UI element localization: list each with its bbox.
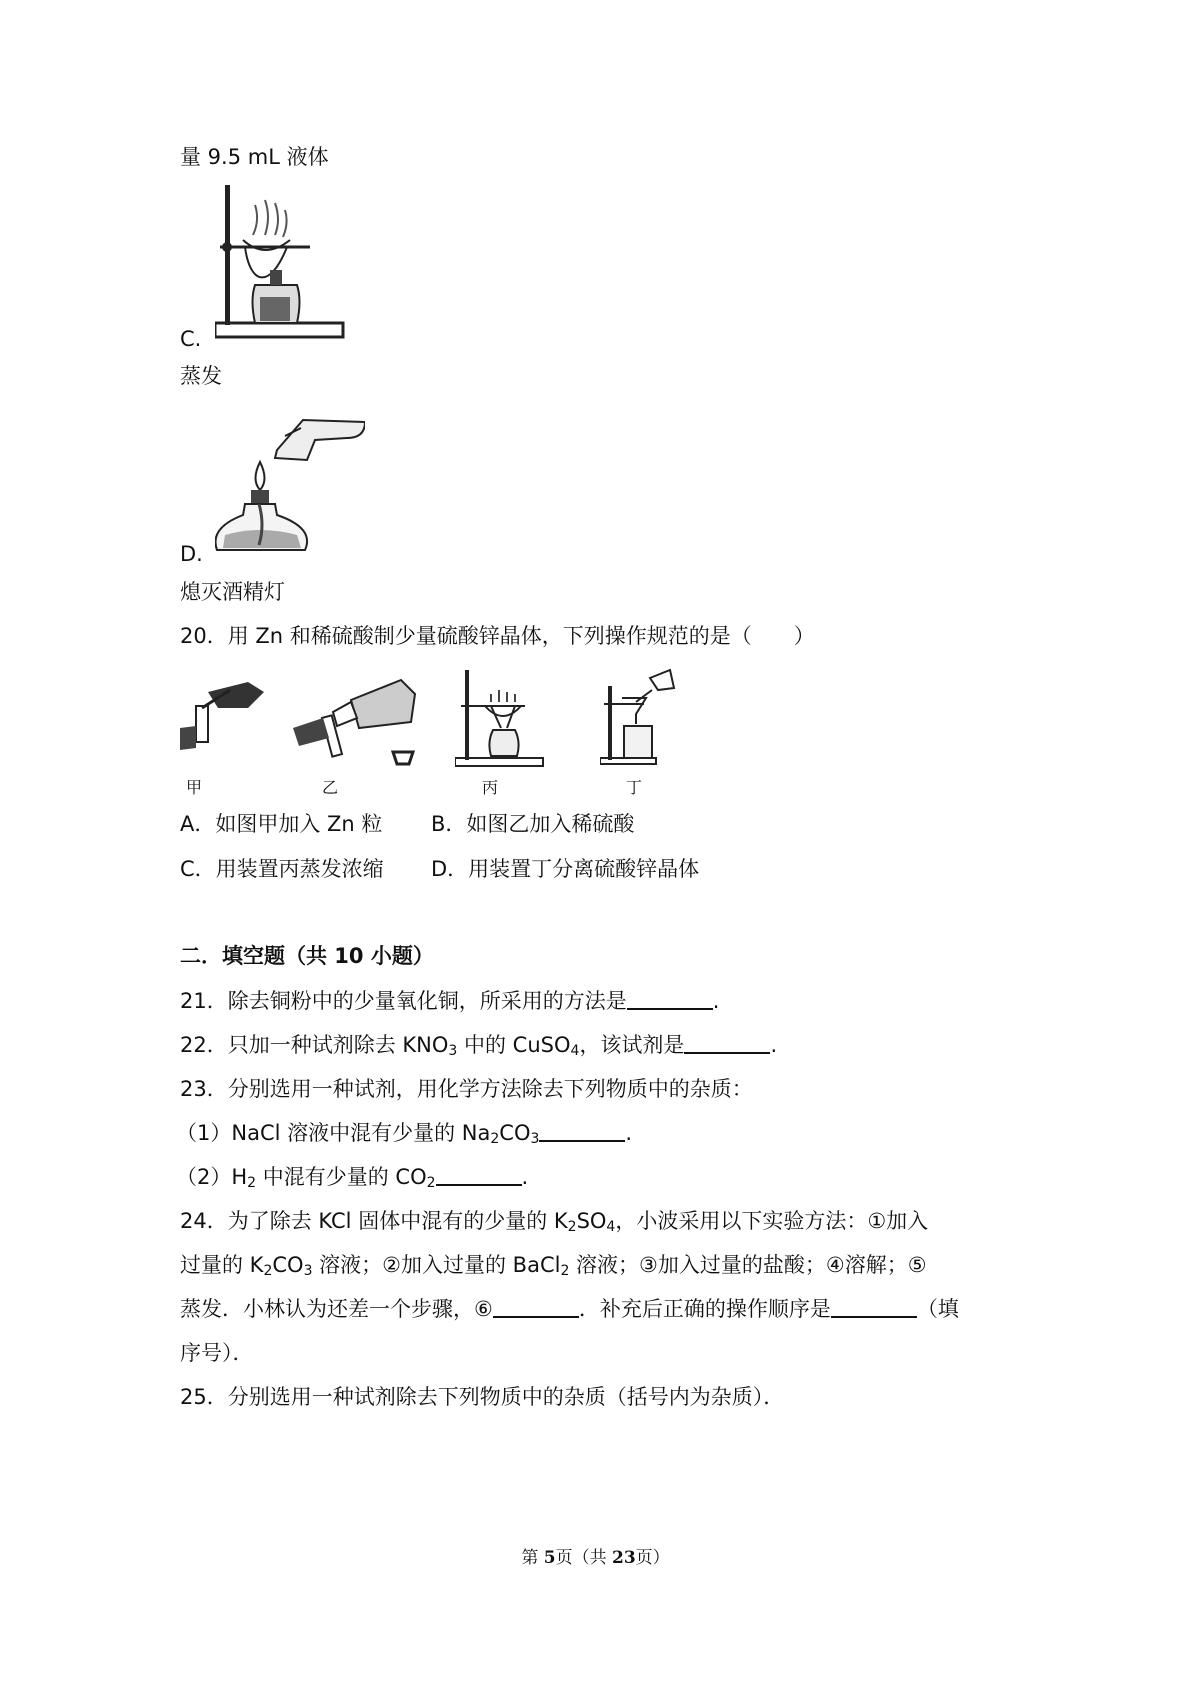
q22-text: 22．只加一种试剂除去 $KNO_3$ 中的 CuSO$_4$，该试剂是 . (180, 1033, 778, 1059)
q23-stem: 23．分别选用一种试剂，用化学方法除去下列物质中的杂质： (180, 1077, 753, 1101)
q25-text: 25．分别选用一种试剂除去下列物质中的杂质（括号内为杂质）． (180, 1385, 785, 1409)
evaporation-apparatus-figure (215, 185, 350, 343)
q24-line-4: 序号）． (180, 1341, 254, 1365)
q23-sub2-answer-blank[interactable] (436, 1164, 522, 1186)
figure-label-bing: 丙 (482, 778, 499, 797)
q24-order-blank[interactable] (831, 1296, 917, 1318)
figure-bing-evaporate (455, 670, 545, 770)
q23-sub1-answer-blank[interactable] (539, 1120, 625, 1142)
figure-ding-filter (600, 668, 680, 768)
question-text-tail: 量 9.5 mL 液体 (180, 145, 329, 169)
q20-option-b: B．如图乙加入稀硫酸 (431, 812, 635, 836)
total-pages-number: 23 (611, 1548, 636, 1568)
q20-option-c: C．用装置丙蒸发浓缩 (180, 857, 384, 881)
option-c-letter: C. (180, 327, 202, 351)
q23-sub2: $(2)H_2$ 中混有少量的 $CO_2$ . (176, 1165, 529, 1191)
current-page-number: 5 (543, 1548, 556, 1568)
option-d-caption: 熄灭酒精灯 (180, 580, 285, 604)
q21-answer-blank[interactable] (627, 988, 713, 1010)
figure-jia-tube-zinc (178, 678, 268, 758)
q22-answer-blank[interactable] (684, 1032, 770, 1054)
figure-label-yi: 乙 (322, 778, 339, 797)
figure-yi-pour-acid (293, 672, 423, 767)
q24-line-3: 蒸发．小林认为还差一个步骤，⑥ ．补充后正确的操作顺序是 （填 (180, 1297, 959, 1321)
q20-stem: 20．用 Zn 和稀硫酸制少量硫酸锌晶体，下列操作规范的是（ ） (180, 624, 815, 648)
q20-option-d: D．用装置丁分离硫酸锌晶体 (431, 857, 700, 881)
option-d-letter: D. (180, 542, 203, 566)
q24-line-1: 24．为了除去 KCl 固体中混有的少量的 $K_2SO_4$，小波采用以下实验方法：①加入 (180, 1209, 929, 1235)
alcohol-lamp-figure (215, 410, 365, 560)
q20-option-a: A．如图甲加入 Zn 粒 (180, 812, 383, 836)
q24-step6-blank[interactable] (493, 1296, 579, 1318)
q24-line-2: 过量的 $K_2CO_3$ 溶液；②加入过量的 BaCl$_2$ 溶液；③加入过量的盐酸；④溶解；⑤ (180, 1253, 927, 1279)
option-c-caption: 蒸发 (180, 364, 222, 388)
q23-sub1: （1）NaCl 溶液中混有少量的 $Na_2CO_3$ . (176, 1121, 633, 1147)
q21-text: 21．除去铜粉中的少量氧化铜，所采用的方法是 . (180, 989, 720, 1013)
section-heading: 二．填空题（共 10 小题） (180, 944, 434, 968)
page-footer: 第 5页（共 23页） (521, 1548, 670, 1568)
figure-label-jia: 甲 (186, 778, 203, 797)
figure-label-ding: 丁 (626, 778, 643, 797)
